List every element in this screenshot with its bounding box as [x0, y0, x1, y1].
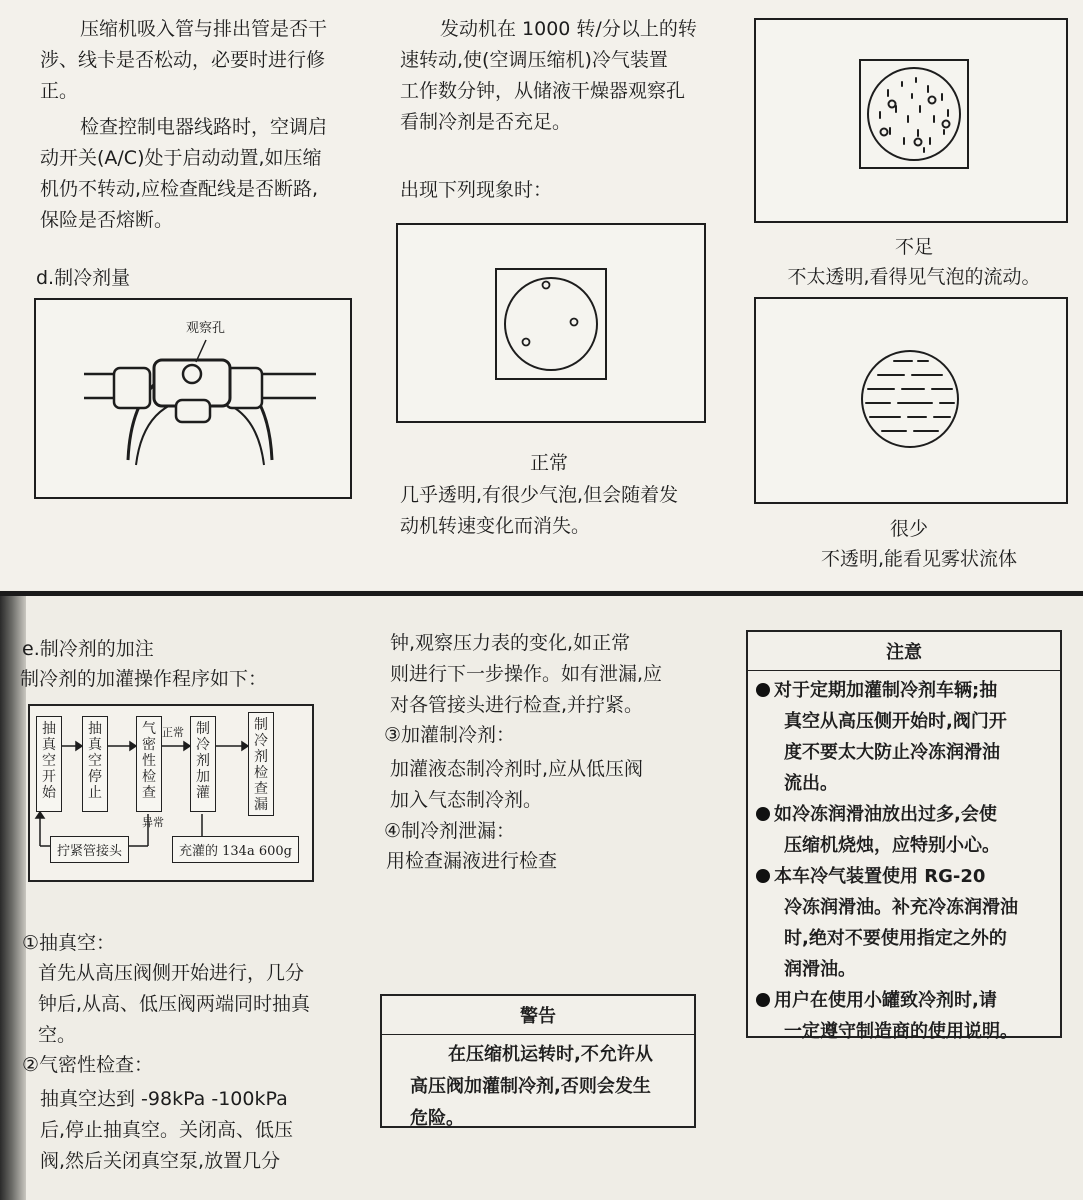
section-d-heading: d.制冷剂量: [36, 267, 131, 289]
notice-item: [748, 799, 1060, 861]
little-refrigerant-drawing: [756, 299, 1066, 502]
section-e-heading: e.制冷剂的加注: [22, 638, 154, 660]
text-line: 一定遵守制造商的使用说明。: [784, 1021, 1018, 1042]
text-line: 本车冷气装置使用 RG-20: [774, 866, 986, 887]
text-line: 用户在使用小罐致冷剂时,请: [774, 990, 997, 1011]
text-line: 阀,然后关闭真空泵,放置几分: [40, 1150, 281, 1172]
text-line: 对各管接头进行检查,并拧紧。: [390, 694, 644, 716]
text-line: 真空从高压侧开始时,阀门开: [784, 711, 1007, 732]
text-line: 加入气态制冷剂。: [390, 789, 543, 811]
normal-description: [400, 480, 678, 542]
flow-step-leak-check: 制冷剂检查漏: [248, 712, 274, 816]
notice-item: [748, 861, 1060, 985]
bullet-icon: [756, 683, 770, 697]
step2-title: ②气密性检查：: [22, 1054, 154, 1076]
text-line: 保险是否熔断。: [40, 209, 174, 231]
engine-speed-paragraph: [400, 14, 697, 138]
compressor-pipe-paragraph: [40, 14, 327, 107]
normal-title: 正常: [529, 452, 568, 474]
normal-sight-glass-figure: [396, 223, 706, 423]
phenomena-intro: 出现下列现象时：: [400, 179, 553, 201]
text-line: 时,绝对不要使用指定之外的: [784, 928, 1007, 949]
charging-flowchart: [28, 704, 314, 882]
text-line: 动开关(A/C)处于启动动置,如压缩: [40, 147, 322, 169]
flow-step-vacuum-stop: 抽真空停止: [82, 716, 108, 812]
sight-glass-label: 观察孔: [186, 321, 226, 336]
text-line: 度不要太大防止冷冻润滑油: [784, 742, 1000, 763]
text-line: 加灌液态制冷剂时,应从低压阀: [390, 758, 644, 780]
text-line: 涉、线卡是否松动，必要时进行修: [40, 49, 326, 71]
insufficient-description: 不太透明,看得见气泡的流动。: [787, 266, 1041, 288]
page-divider: [0, 591, 1083, 596]
flow-step-airtight-check: 气密性检查: [136, 716, 162, 812]
flow-box-tighten-fittings: 拧紧管接头: [50, 836, 129, 863]
notice-box: [746, 630, 1062, 1042]
normal-sight-glass-drawing: [398, 225, 704, 421]
step4-title: ④制冷剂泄漏：: [384, 820, 516, 842]
text-line: 速转动,使(空调压缩机)冷气装置: [400, 49, 668, 71]
text-line: 冷冻润滑油。补充冷冻润滑油: [784, 897, 1018, 918]
bullet-icon: [756, 869, 770, 883]
text-line: 压缩机烧烛，应特别小心。: [784, 835, 1000, 856]
step1-body: [38, 958, 310, 1051]
warning-box: [380, 994, 696, 1128]
text-line: 高压阀加灌制冷剂,否则会发生: [410, 1076, 651, 1097]
step3-body: [390, 754, 643, 816]
text-line: 钟,观察压力表的变化,如正常: [390, 632, 631, 654]
text-line: 危险。: [410, 1108, 464, 1129]
text-line: 工作数分钟，从储液干燥器观察孔: [400, 80, 686, 102]
text-line: 压缩机吸入管与排出管是否干: [80, 18, 328, 40]
text-line: 对于定期加灌制冷剂车辆;抽: [774, 680, 998, 701]
flow-label-normal: 正常: [162, 726, 184, 739]
text-line: 如冷冻润滑油放出过多,会使: [774, 804, 997, 825]
text-line: 流出。: [784, 773, 838, 794]
text-line: 空。: [38, 1024, 77, 1046]
insufficient-sight-glass-figure: [754, 18, 1068, 223]
text-line: 抽真空达到 -98kPa -100kPa: [40, 1088, 288, 1110]
step2-continuation: [390, 628, 662, 721]
receiver-drier-drawing: [36, 300, 350, 497]
text-line: 几乎透明,有很少气泡,但会随着发: [400, 484, 679, 506]
little-title: 很少: [889, 518, 928, 540]
text-line: 后,停止抽真空。关闭高、低压: [40, 1119, 294, 1141]
step2-body: [40, 1084, 293, 1177]
text-line: 钟后,从高、低压阀两端同时抽真: [38, 993, 311, 1015]
step1-title: ①抽真空：: [22, 932, 116, 954]
bullet-icon: [756, 993, 770, 1007]
little-refrigerant-figure: [754, 297, 1068, 504]
text-line: 机仍不转动,应检查配线是否断路,: [40, 178, 319, 200]
flow-step-vacuum-start: 抽真空开始: [36, 716, 62, 812]
text-line: 检查控制电器线路时，空调启: [80, 116, 328, 138]
step3-title: ③加灌制冷剂：: [384, 724, 516, 746]
step4-body: 用检查漏液进行检查: [386, 850, 558, 872]
text-line: 则进行下一步操作。如有泄漏,应: [390, 663, 663, 685]
text-line: 正。: [40, 80, 79, 102]
charging-procedure-intro: 制冷剂的加灌操作程序如下：: [20, 668, 268, 690]
text-line: 在压缩机运转时,不允许从: [448, 1044, 653, 1065]
bullet-icon: [756, 807, 770, 821]
insufficient-title: 不足: [894, 236, 933, 258]
notice-title: 注意: [748, 632, 1060, 671]
text-line: 看制冷剂是否充足。: [400, 111, 572, 133]
warning-title: 警告: [382, 996, 694, 1035]
text-line: 动机转速变化而消失。: [400, 515, 591, 537]
flow-label-abnormal: 异常: [142, 816, 164, 829]
receiver-drier-figure: [34, 298, 352, 499]
notice-item: [748, 675, 1060, 799]
text-line: 首先从高压阀侧开始进行，几分: [38, 962, 305, 984]
control-circuit-paragraph: [40, 112, 327, 236]
flow-box-charge-amount: 充灌的 134a 600g: [172, 836, 299, 863]
text-line: 发动机在 1000 转/分以上的转: [440, 18, 697, 40]
insufficient-sight-glass-drawing: [756, 20, 1066, 221]
notice-item: [748, 985, 1060, 1047]
warning-body: [382, 1035, 694, 1139]
little-description: 不透明,能看见雾状流体: [820, 548, 1018, 570]
text-line: 润滑油。: [784, 959, 856, 980]
flow-step-refrigerant-charge: 制冷剂加灌: [190, 716, 216, 812]
